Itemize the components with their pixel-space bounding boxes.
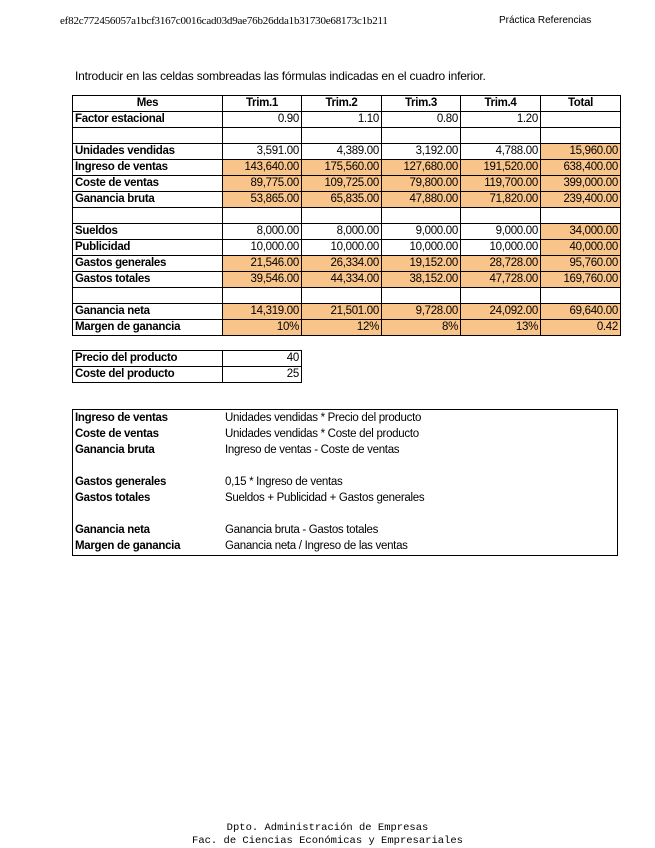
row-label: Unidades vendidas [73,144,223,160]
row-label [73,208,223,224]
product-label: Coste del producto [73,367,223,383]
formula-cell[interactable]: 175,560.00 [302,160,382,176]
formula-cell[interactable]: 127,680.00 [382,160,461,176]
formulas-box [72,409,618,556]
value-cell[interactable] [302,208,382,224]
row-label: Factor estacional [73,112,223,128]
value-cell[interactable]: 10,000.00 [461,240,541,256]
formula-cell[interactable]: 38,152.00 [382,272,461,288]
value-cell[interactable]: 9,000.00 [461,224,541,240]
formula-cell[interactable]: 21,501.00 [302,304,382,320]
column-header: Mes [73,96,223,112]
column-header: Trim.4 [461,96,541,112]
footer-department: Dpto. Administración de Empresas [226,822,429,834]
formula-name: Ganancia bruta [75,444,155,456]
formula-cell[interactable]: 14,319.00 [223,304,302,320]
table-row [73,112,621,128]
formula-cell[interactable]: 26,334.00 [302,256,382,272]
value-cell[interactable] [461,288,541,304]
formula-cell[interactable]: 44,334.00 [302,272,382,288]
value-cell[interactable]: 4,788.00 [461,144,541,160]
formula-cell[interactable]: 119,700.00 [461,176,541,192]
document-id: ef82c772456057a1bcf3167c0016cad03d9ae76b26dda1b31730e68173c1b211 [60,15,388,27]
formula-cell[interactable]: 191,520.00 [461,160,541,176]
value-cell[interactable] [382,128,461,144]
row-label: Margen de ganancia [73,320,223,336]
formula-expression: Unidades vendidas * Coste del producto [225,428,419,440]
formula-cell[interactable]: 65,835.00 [302,192,382,208]
table-row [73,128,621,144]
column-header: Trim.3 [382,96,461,112]
column-header: Trim.2 [302,96,382,112]
product-table [72,350,302,383]
row-label [73,128,223,144]
table-row [73,176,621,192]
formula-cell[interactable]: 12% [302,320,382,336]
value-cell[interactable] [302,128,382,144]
row-label: Gastos generales [73,256,223,272]
value-cell[interactable]: 10,000.00 [223,240,302,256]
value-cell[interactable] [302,288,382,304]
footer-faculty: Fac. de Ciencias Económicas y Empresariales [192,835,463,847]
value-cell[interactable] [541,112,621,128]
table-row [73,192,621,208]
formula-cell[interactable]: 47,880.00 [382,192,461,208]
value-cell[interactable]: 4,389.00 [302,144,382,160]
formula-cell[interactable]: 71,820.00 [461,192,541,208]
product-label: Precio del producto [73,351,223,367]
row-label: Ganancia bruta [73,192,223,208]
instructions-text: Introducir en las celdas sombreadas las fórmulas indicadas en el cuadro inferior. [75,69,486,83]
formula-name: Gastos totales [75,492,151,504]
formula-name: Ingreso de ventas [75,412,168,424]
formula-expression: Ingreso de ventas - Coste de ventas [225,444,400,456]
formula-name: Coste de ventas [75,428,159,440]
value-cell[interactable] [223,288,302,304]
table-row [73,160,621,176]
formula-cell[interactable]: 13% [461,320,541,336]
product-row [73,351,302,367]
table-row [73,320,621,336]
formula-cell[interactable]: 109,725.00 [302,176,382,192]
formula-cell[interactable]: 638,400.00 [541,160,621,176]
formula-expression: Unidades vendidas * Precio del producto [225,412,422,424]
value-cell[interactable]: 3,591.00 [223,144,302,160]
table-row [73,240,621,256]
row-label: Publicidad [73,240,223,256]
document-title: Práctica Referencias [499,15,592,26]
value-cell[interactable] [461,128,541,144]
formula-name: Gastos generales [75,476,167,488]
product-value-cell[interactable]: 25 [223,367,302,383]
formula-name: Ganancia neta [75,524,150,536]
value-cell[interactable] [461,208,541,224]
row-label: Coste de ventas [73,176,223,192]
value-cell[interactable]: 3,192.00 [382,144,461,160]
formula-expression: Ganancia bruta - Gastos totales [225,524,379,536]
results-table [72,95,621,336]
formula-cell[interactable]: 79,800.00 [382,176,461,192]
formula-cell[interactable]: 239,400.00 [541,192,621,208]
value-cell[interactable]: 9,000.00 [382,224,461,240]
value-cell[interactable] [223,128,302,144]
table-row [73,288,621,304]
formula-cell[interactable]: 9,728.00 [382,304,461,320]
formula-name: Margen de ganancia [75,540,181,552]
value-cell[interactable]: 8,000.00 [302,224,382,240]
formula-expression: Sueldos + Publicidad + Gastos generales [225,492,425,504]
formula-cell[interactable]: 0.42 [541,320,621,336]
formula-cell[interactable]: 24,092.00 [461,304,541,320]
formula-cell[interactable]: 10% [223,320,302,336]
column-header: Trim.1 [223,96,302,112]
row-label [73,288,223,304]
formula-cell[interactable]: 19,152.00 [382,256,461,272]
formula-cell[interactable]: 47,728.00 [461,272,541,288]
table-row [73,272,621,288]
formula-cell[interactable]: 34,000.00 [541,224,621,240]
value-cell[interactable] [223,208,302,224]
row-label: Sueldos [73,224,223,240]
value-cell[interactable]: 0.80 [382,112,461,128]
formula-cell[interactable]: 28,728.00 [461,256,541,272]
formula-cell[interactable]: 15,960.00 [541,144,621,160]
value-cell[interactable] [541,208,621,224]
formula-cell[interactable]: 21,546.00 [223,256,302,272]
value-cell[interactable]: 1.10 [302,112,382,128]
formula-cell[interactable]: 69,640.00 [541,304,621,320]
value-cell[interactable] [541,288,621,304]
formula-cell[interactable]: 53,865.00 [223,192,302,208]
table-row [73,224,621,240]
row-label: Ingreso de ventas [73,160,223,176]
formula-expression: 0,15 * Ingreso de ventas [225,476,343,488]
product-row [73,367,302,383]
value-cell[interactable]: 1.20 [461,112,541,128]
value-cell[interactable]: 8,000.00 [223,224,302,240]
value-cell[interactable] [541,128,621,144]
column-header: Total [541,96,621,112]
product-value-cell[interactable]: 40 [223,351,302,367]
table-row [73,304,621,320]
row-label: Ganancia neta [73,304,223,320]
table-header-row [73,96,621,112]
formula-cell[interactable]: 40,000.00 [541,240,621,256]
formula-cell[interactable]: 169,760.00 [541,272,621,288]
value-cell[interactable]: 10,000.00 [382,240,461,256]
formula-cell[interactable]: 399,000.00 [541,176,621,192]
formula-cell[interactable]: 143,640.00 [223,160,302,176]
table-row [73,208,621,224]
value-cell[interactable]: 10,000.00 [302,240,382,256]
table-row [73,144,621,160]
formula-cell[interactable]: 39,546.00 [223,272,302,288]
row-label: Gastos totales [73,272,223,288]
formula-cell[interactable]: 8% [382,320,461,336]
formula-expression: Ganancia neta / Ingreso de las ventas [225,540,408,552]
formula-cell[interactable]: 89,775.00 [223,176,302,192]
value-cell[interactable] [382,288,461,304]
value-cell[interactable]: 0.90 [223,112,302,128]
value-cell[interactable] [382,208,461,224]
table-row [73,256,621,272]
formula-cell[interactable]: 95,760.00 [541,256,621,272]
